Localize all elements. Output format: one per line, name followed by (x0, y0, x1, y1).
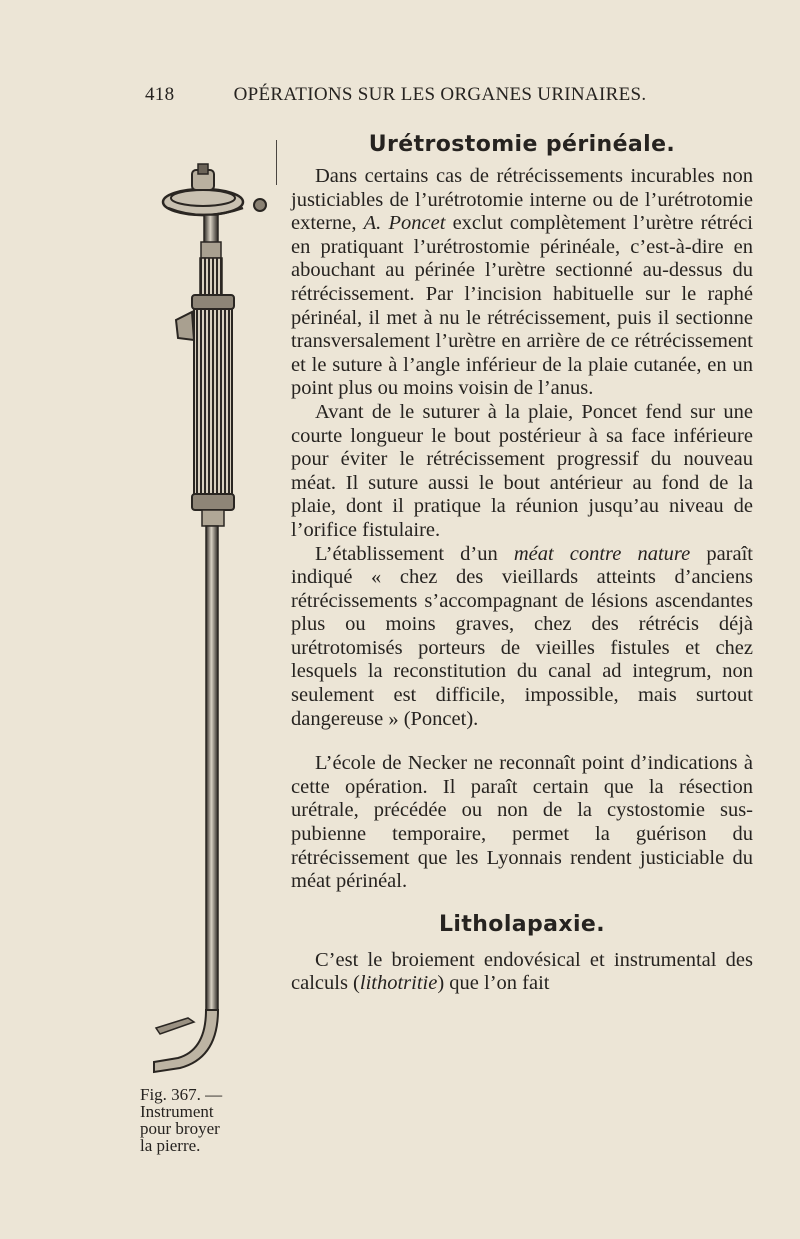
italic-term: méat contre nature (513, 542, 691, 565)
text-run: ) que l’on fait (437, 972, 550, 995)
text-run: Dans certains cas de rétrécissements incurables non justiciables de l’urétrotomie interne ou de l’urétrotomie externe, (291, 165, 753, 235)
text-run: L’établissement d’un (315, 542, 514, 565)
main-text-column (291, 132, 753, 996)
text-run: exclut complètement l’urètre rétréci en pratiquant l’urétrostomie périnéale, c’est-à-dire en abouchant au périnée l’urètre sectionné au-dessus du rétrécissement. Par l’incision habituelle sur le raphé périnéal, il met à nu le rétrécissement, puis il sectionne transversalement l’urètre en arrière de ce rétrécissement et le suture à l’angle inférieur de la plaie cutanée, en un point plus ou moins voisin de l’anus. (291, 212, 753, 400)
text-run: C’est le broiement endovésical et instrumental des calculs ( (291, 948, 753, 995)
paragraph (291, 543, 753, 732)
italic-term: lithotritie (359, 972, 438, 995)
figure-caption (140, 1086, 280, 1154)
paragraph: L’école de Necker ne reconnaît point d’indications à cette opération. Il paraît certain que la résection urétrale, précédée ou non de la cystostomie sus-pubienne temporaire, permet la guérison du rétrécissement que les Lyonnais rendent justiciable du méat périnéal. (291, 752, 753, 893)
running-title: OPÉRATIONS SUR LES ORGANES URINAIRES. (233, 84, 647, 105)
paragraph (291, 949, 753, 996)
page-number: 418 (145, 84, 175, 105)
author-name: A. Poncet (363, 212, 446, 235)
section-heading: Urétrostomie périnéale. (368, 132, 676, 157)
text-run: paraît indiqué « chez des vieillards atteints d’anciens rétrécissements s’accompagnant de lésions ascendantes plus ou moins graves, chez des rétrécis déjà urétrotomisés porteurs de vieilles fistules et chez lesquels la reconstitution du canal ad integrum, non seulement est difficile, impossible, mais surtout dangereuse » (Poncet). (291, 542, 753, 730)
caption-line: pour broyer (140, 1119, 220, 1138)
column-rule (276, 140, 277, 185)
caption-line: la pierre. (140, 1136, 201, 1155)
paragraph (291, 165, 753, 401)
section-heading: Litholapaxie. (438, 911, 606, 937)
caption-line: Fig. 367. — (140, 1085, 223, 1104)
page-header (145, 84, 675, 106)
paragraph: Avant de le suturer à la plaie, Poncet fend sur une courte longueur le bout postérieur à sa face inférieure pour éviter le rétrécissement progressif du nouveau méat. Il suture aussi le bout antérieur au fond de la plaie, dont il pratique la réunion jusqu’au niveau de l’orifice fistulaire. (291, 400, 753, 541)
lithotrite-illustration (148, 160, 273, 1080)
caption-line: Instrument (140, 1102, 214, 1121)
